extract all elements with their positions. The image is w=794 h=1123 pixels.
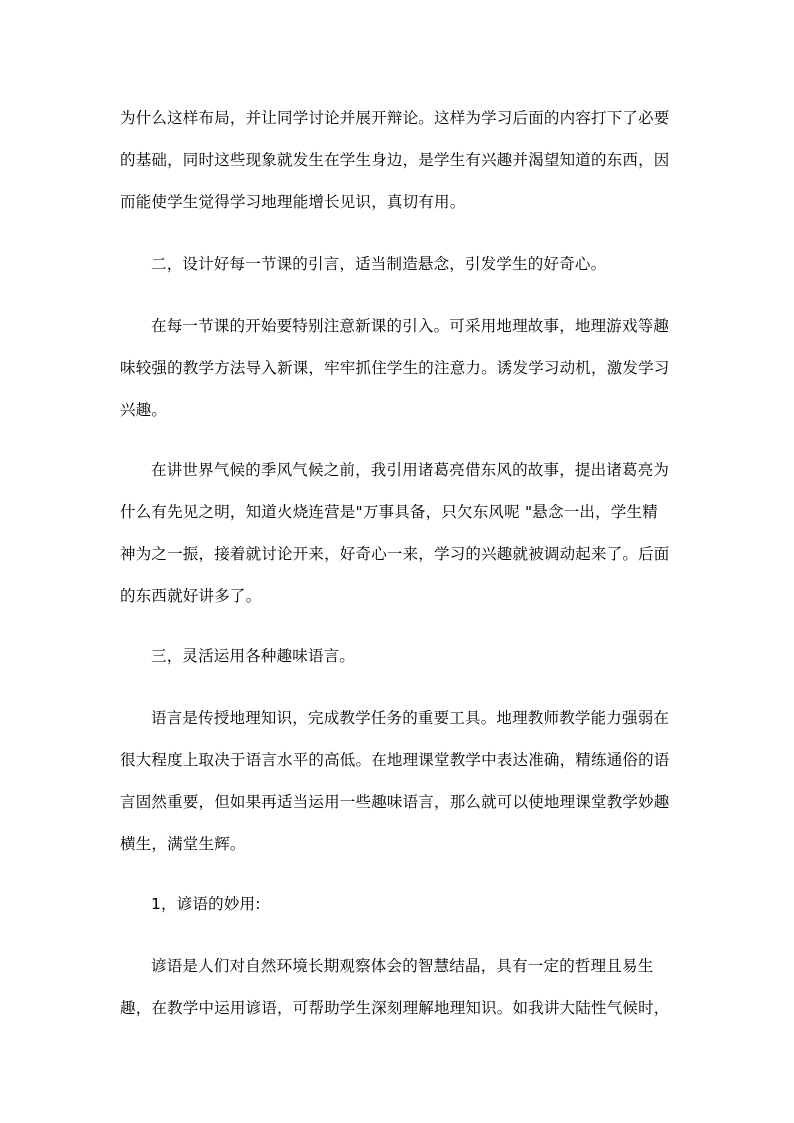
text-line: 谚语是人们对自然环境长期观察体会的智慧结晶，具有一定的哲理且易生 bbox=[151, 957, 654, 975]
text-line: 为什么这样布局，并让同学讨论并展开辩论。这样为学习后面的内容打下了必要 bbox=[120, 109, 670, 127]
text-line: 很大程度上取决于语言水平的高低。在地理课堂教学中表达准确，精练通俗的语 bbox=[120, 751, 670, 769]
text-line: 语言是传授地理知识，完成教学任务的重要工具。地理教师教学能力强弱在 bbox=[151, 709, 670, 727]
text-line: 言固然重要，但如果再适当运用一些趣味语言，那么就可以使地理课堂教学妙趣 bbox=[120, 793, 670, 811]
text-line: 在讲世界气候的季风气候之前，我引用诸葛亮借东风的故事，提出诸葛亮为 bbox=[151, 461, 670, 479]
section-heading: 二，设计好每一节课的引言，适当制造悬念，引发学生的好奇心。 bbox=[151, 255, 607, 273]
text-line: 而能使学生觉得学习地理能增长见识，真切有用。 bbox=[120, 193, 466, 211]
text-line: 什么有先见之明，知道火烧连营是"万事具备，只欠东风呢 "悬念一出，学生精 bbox=[120, 503, 658, 521]
section-heading: 三，灵活运用各种趣味语言。 bbox=[151, 647, 356, 665]
text-line: 在每一节课的开始要特别注意新课的引入。可采用地理故事，地理游戏等趣 bbox=[151, 317, 670, 335]
text-line: 神为之一振，接着就讨论开来，好奇心一来，学习的兴趣就被调动起来了。后面 bbox=[120, 545, 670, 563]
text-line: 的东西就好讲多了。 bbox=[120, 587, 262, 605]
text-line: 兴趣。 bbox=[120, 401, 168, 419]
subsection-heading: 1，谚语的妙用: bbox=[151, 895, 261, 913]
text-line: 横生，满堂生辉。 bbox=[120, 835, 246, 853]
text-line: 的基础，同时这些现象就发生在学生身边，是学生有兴趣并渴望知道的东西，因 bbox=[120, 151, 670, 169]
text-line: 味较强的教学方法导入新课，牢牢抓住学生的注意力。诱发学习动机，激发学习 bbox=[120, 359, 670, 377]
text-line: 趣，在教学中运用谚语，可帮助学生深刻理解地理知识。如我讲大陆性气候时， bbox=[120, 999, 670, 1017]
